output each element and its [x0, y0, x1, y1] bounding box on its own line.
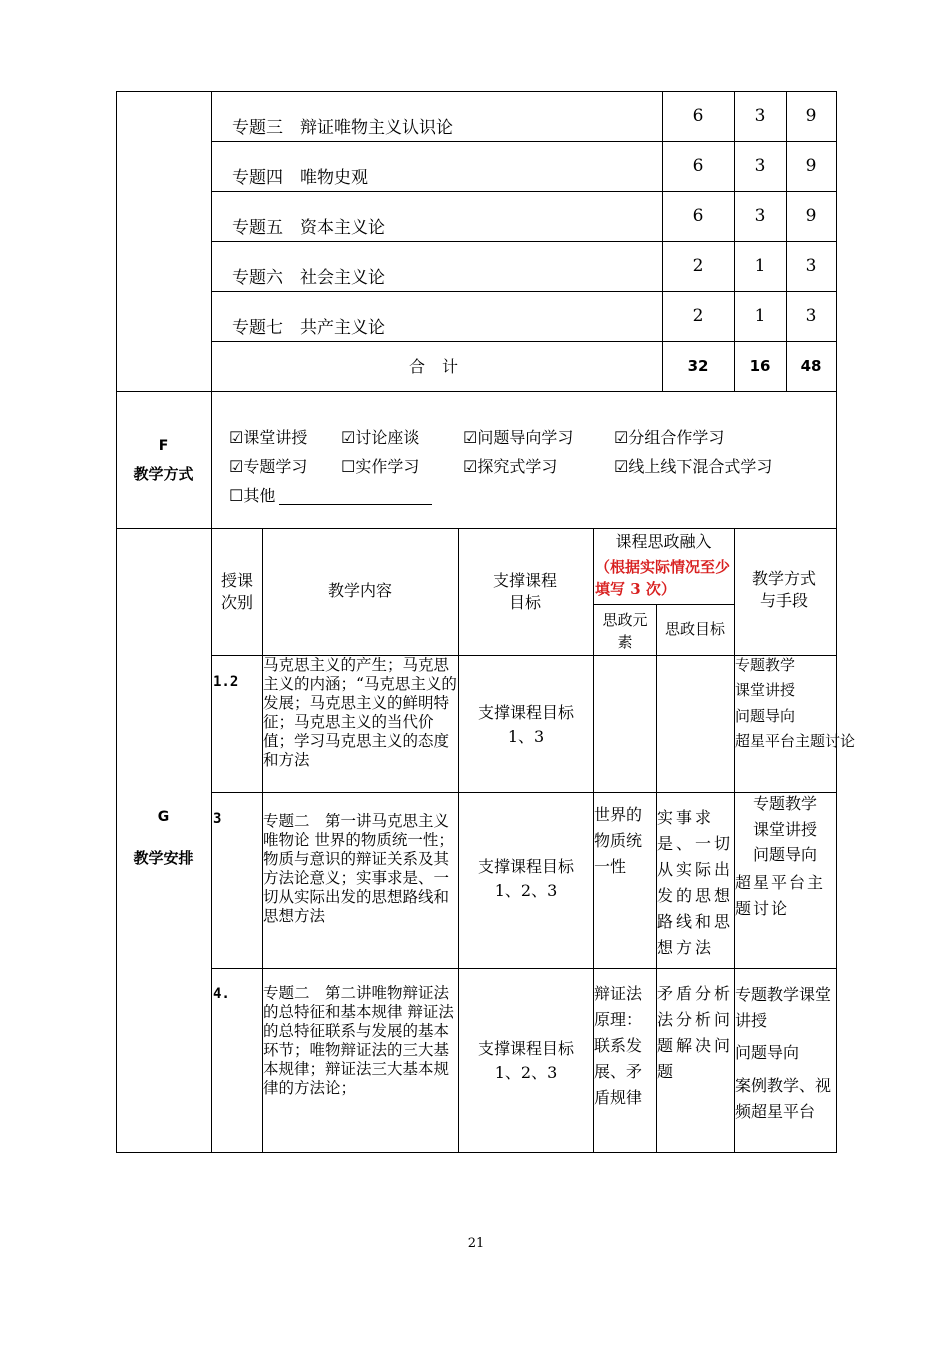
row-method-item: 问题导向 — [752, 845, 817, 864]
topic-count-2: 1 — [754, 256, 766, 276]
topic-name: 专题七 共产主义论 — [232, 318, 385, 338]
header-target: 思政目标 — [664, 620, 725, 638]
section-code: F — [158, 438, 169, 454]
header-content: 教学内容 — [327, 581, 392, 600]
header-ideology: 课程思政融入 — [615, 532, 712, 551]
row-method-item: 超星平台主题讨论 — [735, 732, 856, 750]
teaching-option: ☑课堂讲授 — [229, 428, 308, 447]
topic-count-2: 1 — [754, 306, 766, 326]
row-method-item: 问题导向 — [735, 1043, 800, 1062]
row-target: 矛盾分析法分析问题解决问题 — [657, 984, 734, 1081]
topic-count-1: 6 — [692, 156, 704, 176]
teaching-option: ☐实作学习 — [341, 457, 420, 476]
row-content: 马克思主义的产生；马克思主义的内涵；“马克思主义的发展；马克思主义的鲜明特征；马克思主义的当代价值；学习马克思主义的态度和方法 — [263, 656, 457, 769]
teaching-option: ☑讨论座谈 — [341, 428, 420, 447]
teaching-option: ☑分组合作学习 — [614, 428, 725, 447]
topic-count-3: 9 — [805, 106, 817, 126]
topic-count-3: 9 — [805, 156, 817, 176]
row-element: 世界的物质统一性 — [594, 805, 643, 876]
topic-count-3: 3 — [805, 256, 817, 276]
topic-name: 专题四 唯物史观 — [232, 168, 368, 188]
row-element: 辩证法原理：联系发展、矛盾规律 — [594, 984, 643, 1107]
teaching-option: ☑线上线下混合式学习 — [614, 457, 773, 476]
row-method-item: 超星平台主题讨论 — [735, 873, 826, 918]
total-count-1: 32 — [687, 357, 709, 375]
topic-count-1: 2 — [692, 256, 704, 276]
topic-name: 专题五 资本主义论 — [232, 218, 385, 238]
row-session: 4. — [213, 986, 230, 1002]
row-content: 专题二 第一讲马克思主义唯物论 世界的物质统一性；物质与意识的辩证关系及其方法论意义；实事求是、一切从实际出发的思想路线和思想方法 — [263, 812, 454, 925]
row-goal: 支撑课程目标1、2、3 — [477, 857, 574, 900]
row-method-item: 专题教学 — [735, 656, 796, 674]
row-goal: 支撑课程目标1、3 — [477, 703, 574, 746]
topic-count-1: 2 — [692, 306, 704, 326]
teaching-option: ☑专题学习 — [229, 457, 308, 476]
row-session: 3 — [213, 811, 222, 827]
total-label: 合 计 — [408, 357, 465, 376]
header-ideology-note: （根据实际情况至少填写 3 次） — [595, 558, 731, 598]
row-method-item: 课堂讲授 — [735, 681, 796, 699]
row-method-item: 课堂讲授 — [752, 820, 817, 839]
section-code: G — [157, 809, 170, 825]
row-method-item: 专题教学课堂讲授 — [735, 985, 832, 1030]
header-session: 授课次别 — [220, 571, 253, 612]
total-count-2: 16 — [749, 357, 771, 375]
total-count-3: 48 — [800, 357, 822, 375]
row-content: 专题二 第二讲唯物辩证法的总特征和基本规律 辩证法的总特征联系与发展的基本环节；唯物辩证法的三大基本规律；辩证法三大基本规律的方法论； — [263, 984, 454, 1097]
topic-count-2: 3 — [754, 206, 766, 226]
teaching-option: ☑探究式学习 — [463, 457, 558, 476]
section-title: 教学安排 — [133, 849, 194, 867]
header-element: 思政元素 — [602, 611, 648, 651]
row-target: 实事求是、一切从实际出发的思想路线和思想方法 — [657, 808, 733, 957]
topic-count-2: 3 — [754, 106, 766, 126]
row-method-item: 案例教学、视频超星平台 — [735, 1076, 832, 1121]
topic-count-2: 3 — [754, 156, 766, 176]
header-goal: 支撑课程目标 — [492, 571, 557, 612]
row-goal: 支撑课程目标1、2、3 — [477, 1039, 574, 1082]
topic-name: 专题三 辩证唯物主义认识论 — [232, 118, 453, 138]
page-number: 21 — [467, 1236, 485, 1251]
topic-count-3: 9 — [805, 206, 817, 226]
section-title: 教学方式 — [133, 465, 194, 483]
header-method: 教学方式与手段 — [751, 569, 816, 610]
topic-count-1: 6 — [692, 206, 704, 226]
teaching-option-other: ☐其他 — [229, 486, 276, 505]
row-session: 1.2 — [213, 674, 239, 690]
other-underline — [279, 504, 432, 505]
row-method-item: 专题教学 — [752, 794, 817, 813]
teaching-option: ☑问题导向学习 — [463, 428, 574, 447]
topic-name: 专题六 社会主义论 — [232, 268, 385, 288]
row-method-item: 问题导向 — [735, 707, 796, 725]
topic-count-3: 3 — [805, 306, 817, 326]
topic-count-1: 6 — [692, 106, 704, 126]
